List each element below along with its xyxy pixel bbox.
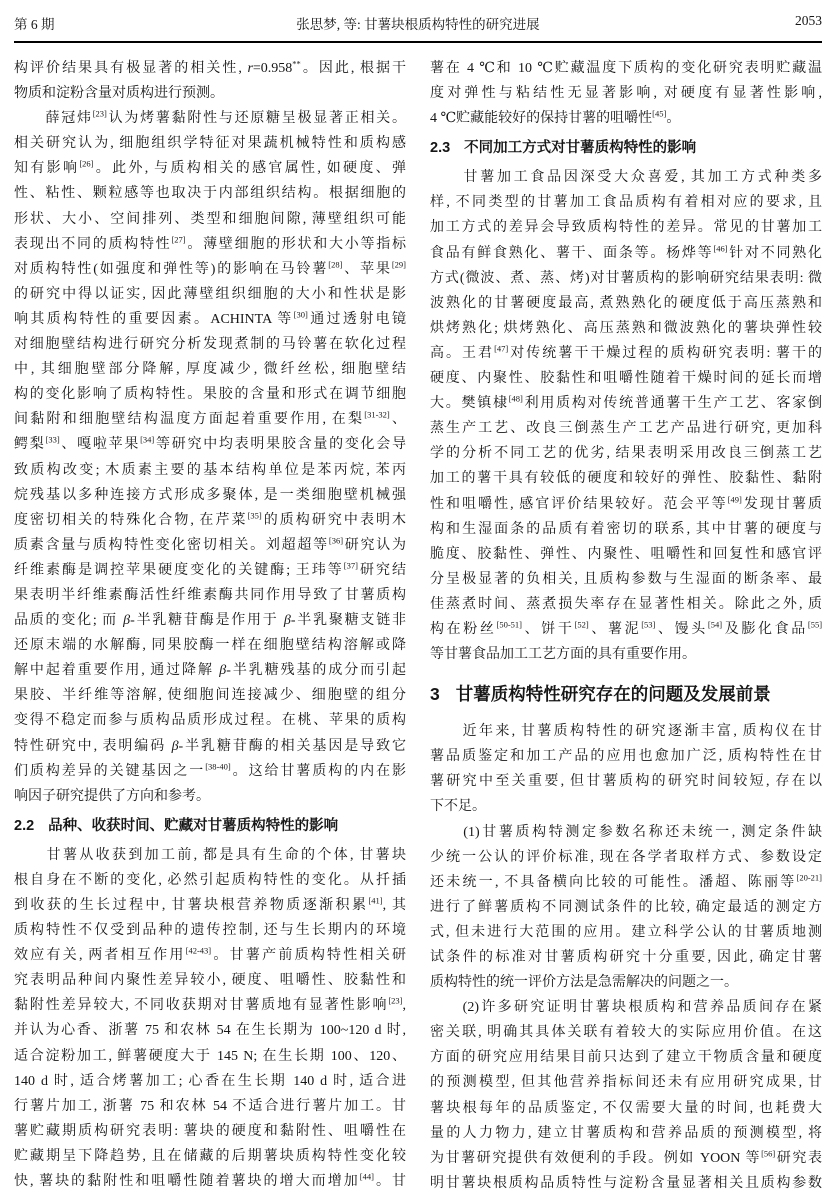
text-line: 度对弹性与粘结性无显著影响, 对硬度有显著性影响, [430, 86, 822, 102]
text-line: 硬度、内聚性、胶黏性和咀嚼性随着干燥时间的延长而增 [430, 371, 822, 387]
running-title: 张思梦, 等: 甘薯块根质构特性的研究进展 [296, 17, 540, 32]
left-column [14, 56, 406, 1194]
text-line: 构的变化影响了质构特性。果胶的含量和形式在调节细胞 [14, 387, 406, 403]
text-line: 对质构特性(如强度和弹性等)的影响在马铃薯[28]、苹果[29] [14, 259, 406, 277]
text-line: 样, 不同类型的甘薯加工食品质构有着相对应的要求, 且 [430, 195, 822, 211]
text-line: 根自身在不断的变化, 必然引起质构特性的变化。从扦插 [14, 872, 406, 888]
text-line: (1)甘薯质构特测定参数名称还未统一, 测定条件缺 [430, 824, 822, 840]
text-line: 们质构差异的关键基因之一[38-40]。这给甘薯质构的内在影 [14, 760, 406, 779]
section-number: 2.3 [430, 140, 451, 157]
text-line: 适合淀粉加工, 鲜薯硬度大于 145 N; 在生长期 100、120、 [14, 1048, 406, 1064]
text-line: 相关研究认为, 细胞组织学特征对果蔬机械特性和质构感 [14, 136, 406, 152]
text-line: 加工方式的差异会导致质构特性的差异。常见的甘薯加工 [430, 220, 822, 236]
text-line: 加工的薯干具有较低的硬度和较好的弹性、胶黏性、黏附 [430, 471, 822, 487]
section-title: 品种、收获时间、贮藏对甘薯质构特性的影响 [48, 817, 339, 834]
section-number: 2.2 [14, 817, 35, 834]
text-line: 黏附性差异较大, 不同收获期对甘薯质地有显著性影响[23], [14, 995, 406, 1014]
text-line: 下不足。 [430, 799, 486, 815]
text-line: 响因子研究提供了方向和参考。 [14, 788, 210, 804]
text-line: 贮藏期呈下降趋势, 且在储藏的后期薯块质构特性变化较 [14, 1148, 406, 1164]
section-title: 甘薯质构特性研究存在的问题及发展前景 [455, 684, 771, 705]
text-line: 的研究中得以证实, 因此薄壁组织细胞的大小和性状是影 [14, 286, 406, 302]
text-line: 质构特性不仅受到品种的遗传控制, 还与生长期内的环境 [14, 923, 406, 939]
section-heading [430, 136, 822, 161]
text-line: 佳蒸煮时间、蒸煮损失率存在显著性相关。除此之外, 质 [430, 596, 822, 612]
text-line: 并认为心香、浙薯 75 和农林 54 在生长期为 100~120 d 时, [14, 1023, 406, 1039]
text-line: 性、粘性、颗粒感等也取决于内部组织结构。根据细胞的 [14, 186, 406, 202]
text-line: 质素含量与质构特性变化密切相关。刘超超等[36]研究认为 [14, 535, 406, 553]
text-line: 式, 但未进行大范围的应用。建立科学公认的甘薯质地测 [430, 924, 822, 940]
text-line: 薯块根每年的品质鉴定, 不仅需要大量的时间, 也耗费大 [430, 1100, 822, 1116]
text-line: (2)许多研究证明甘薯块根质构和营养品质间存在紧 [430, 1000, 822, 1016]
text-line: 还未统一, 不具备横向比较的可能性。潘超、陈丽等[20-21] [430, 872, 822, 890]
text-line: 品质的变化; 而 β-半乳糖苷酶是作用于 β-半乳聚糖支链非 [14, 613, 406, 629]
issue-number: 第 6 期 [14, 17, 55, 32]
text-line: 为甘薯研究提供有效便利的手段。例如 YOON 等[56]研究表 [430, 1148, 822, 1166]
text-line: 物质和淀粉含量对质构进行预测。 [14, 86, 224, 102]
text-line: 表现出不同的质构特性[27]。薄壁细胞的形状和大小等指标 [14, 234, 406, 252]
text-line: 方面的研究应用结果目前只达到了建立干物质含量和硬度 [430, 1050, 822, 1066]
text-line: 方式(微波、煮、蒸、烤)对甘薯质构的影响研究结果表明: 微 [430, 270, 822, 286]
text-line: 对细胞壁结构进行研究分析发现煮制的马铃薯在软化过程 [14, 337, 406, 353]
text-line: 试条件的标准对甘薯质构研究十分重要, 因此, 确定甘薯 [430, 950, 822, 965]
text-line: 学的分析不同工艺的优劣, 结果表明采用改良三倒蒸工艺 [430, 446, 822, 462]
text-line: 薯贮藏期质构研究表明: 薯块的硬度和黏附性、咀嚼性在 [14, 1123, 406, 1139]
text-line: 中, 其细胞壁部分降解, 厚度减少, 微纤丝松, 细胞壁结 [14, 362, 406, 378]
text-line: 食品有鲜食熟化、薯干、面条等。杨烨等[46]针对不同熟化 [430, 242, 822, 261]
section-heading [430, 680, 822, 708]
text-line: 薯品质鉴定和加工产品的应用也愈加广泛, 质构特性在甘 [430, 749, 822, 765]
text-line: 波熟化的甘薯硬度最高, 煮熟熟化的硬度低于高压蒸熟和 [430, 295, 822, 311]
text-line: 纤维素酶是调控苹果硬度变化的关键酶; 王玮等[37]研究结 [14, 560, 406, 578]
text-line: 近年来, 甘薯质构特性的研究逐渐丰富, 质构仪在甘 [430, 724, 822, 740]
text-line: 果胶、半纤维等溶解, 使细胞间连接减少、细胞壁的组分 [14, 688, 406, 704]
text-line: 等甘薯食品加工工艺方面的具有重要作用。 [430, 647, 696, 663]
text-line: 脆度、胶黏性、弹性、内聚性、咀嚼性和回复性和感官评 [430, 546, 822, 562]
text-line: 变得不稳定而参与质构品质形成过程。在桃、苹果的质构 [14, 713, 406, 729]
text-line: 薛冠炜[23]认为烤薯黏附性与还原糖呈极显著正相关。 [14, 108, 406, 127]
text-line: 知有影响[26]。此外, 与质构相关的感官属性, 如硬度、弹 [14, 158, 406, 177]
text-line: 高。王君[47]对传统薯干干燥过程的质构研究表明: 薯干的 [430, 343, 822, 361]
text-line: 大。樊镇棣[48]利用质构对传统普通薯干生产工艺、客家倒 [430, 393, 822, 412]
text-line: 烘烤熟化; 烘烤熟化、高压蒸熟和微波熟化的薯块弹性较 [430, 320, 822, 336]
text-line: 量的人力物力, 建立甘薯质构和营养品质的预测模型, 将 [430, 1125, 822, 1141]
text-line: 4 ℃贮藏能较好的保持甘薯的咀嚼性[45]。 [430, 108, 681, 127]
text-line: 行薯片加工, 浙薯 75 和农林 54 不适合进行薯片加工。甘 [14, 1098, 406, 1114]
text-line: 140 d 时, 适合烤薯加工; 心香在生长期 140 d 时, 适合进 [14, 1073, 406, 1089]
text-line: 构和生湿面条的品质有着密切的联系, 其中甘薯的硬度与 [430, 521, 822, 537]
text-line: 薯在 4 ℃和 10 ℃贮藏温度下质构的变化研究表明贮藏温 [430, 61, 822, 76]
text-line: 究表明品种间内聚性差异较小, 硬度、咀嚼性、胶黏性和 [14, 973, 406, 989]
text-line: 进行了鲜薯质构不同测试条件的比较, 确定最适的测定方 [430, 899, 822, 915]
text-line: 构评价结果具有极显著的相关性, r=0.958**。因此, 根据干 [14, 58, 406, 76]
text-line: 质构特性的统一评价方法是急需解决的问题之一。 [430, 975, 738, 991]
text-line: 致质构改变; 木质素主要的基本结构单位是苯丙烷, 苯丙 [14, 462, 406, 478]
text-line: 甘薯加工食品因深受大众喜爱, 其加工方式种类多 [430, 170, 822, 186]
text-line: 效应有关, 两者相互作用[42-43]。甘薯产前质构特性相关研 [14, 945, 406, 964]
text-line: 蒸生产工艺、改良三倒蒸生产工艺产品进行研究, 更加科 [430, 421, 822, 437]
section-number: 3 [430, 684, 440, 705]
text-line: 到收获的生长过程中, 甘薯块根营养物质逐渐积累[41], 其 [14, 895, 406, 913]
text-line: 还原末端的水解酶, 同果胶酶一样在细胞壁结构溶解或降 [14, 638, 406, 654]
page-header [14, 13, 822, 33]
text-line: 形状、大小、空间排列、类型和细胞间隙, 薄壁组织可能 [14, 211, 406, 227]
text-line: 鳄梨[33]、嘎啦苹果[34]等研究中均表明果胶含量的变化会导 [14, 434, 406, 453]
text-line: 的预测模型, 但其他营养指标间还未有应用研究成果, 甘 [430, 1075, 822, 1091]
section-title: 不同加工方式对甘薯质构特性的影响 [464, 140, 697, 157]
text-line: 度密切相关的特殊化合物, 在芹菜[35]的质构研究中表明木 [14, 510, 406, 528]
text-line: 少统一公认的评价标准, 现在各学者取样方式、参数设定 [430, 849, 822, 865]
text-line: 分呈极显著的负相关, 且质构参数与生湿面的断条率、最 [430, 571, 822, 587]
text-line: 薯研究中至关重要, 但甘薯质构的研究时间较短, 存在以 [430, 774, 822, 790]
text-line: 构在粉丝[50-51]、饼干[52]、薯泥[53]、馒头[54]及膨化食品[55] [430, 619, 822, 637]
text-line: 密关联, 明确其具体关联有着较大的实际应用价值。在这 [430, 1025, 822, 1041]
section-heading [14, 814, 406, 839]
text-line: 快, 薯块的黏附性和咀嚼性随着薯块的增大而增加[44]。甘 [14, 1171, 406, 1190]
header-rule [14, 41, 822, 43]
text-line: 间黏附和细胞壁结构温度方面起着重要作用, 在梨[31-32]、 [14, 409, 406, 428]
text-line: 性和咀嚼性, 感官评价结果较好。范会平等[49]发现甘薯质 [430, 493, 822, 512]
text-line: 烷残基以多种连接方式形成多聚体, 是一类细胞壁机械强 [14, 487, 406, 503]
page-number: 2053 [795, 13, 822, 28]
text-line: 响其质构特性的重要因素。ACHINTA 等[30]通过透射电镜 [14, 309, 406, 327]
text-line: 特性研究中, 表明编码 β-半乳糖苷酶的相关基因是导致它 [14, 738, 406, 754]
text-line: 果表明半纤维素酶活性纤维素酶共同作用导致了甘薯质构 [14, 587, 406, 603]
text-line: 甘薯从收获到加工前, 都是具有生命的个体, 甘薯块 [14, 847, 406, 863]
text-line: 解中起着重要作用, 通过降解 β-半乳糖残基的成分而引起 [14, 663, 406, 679]
right-column [430, 56, 822, 1196]
text-line: 明甘薯块根质构品质特性与淀粉含量显著相关且质构参数 [430, 1175, 822, 1191]
